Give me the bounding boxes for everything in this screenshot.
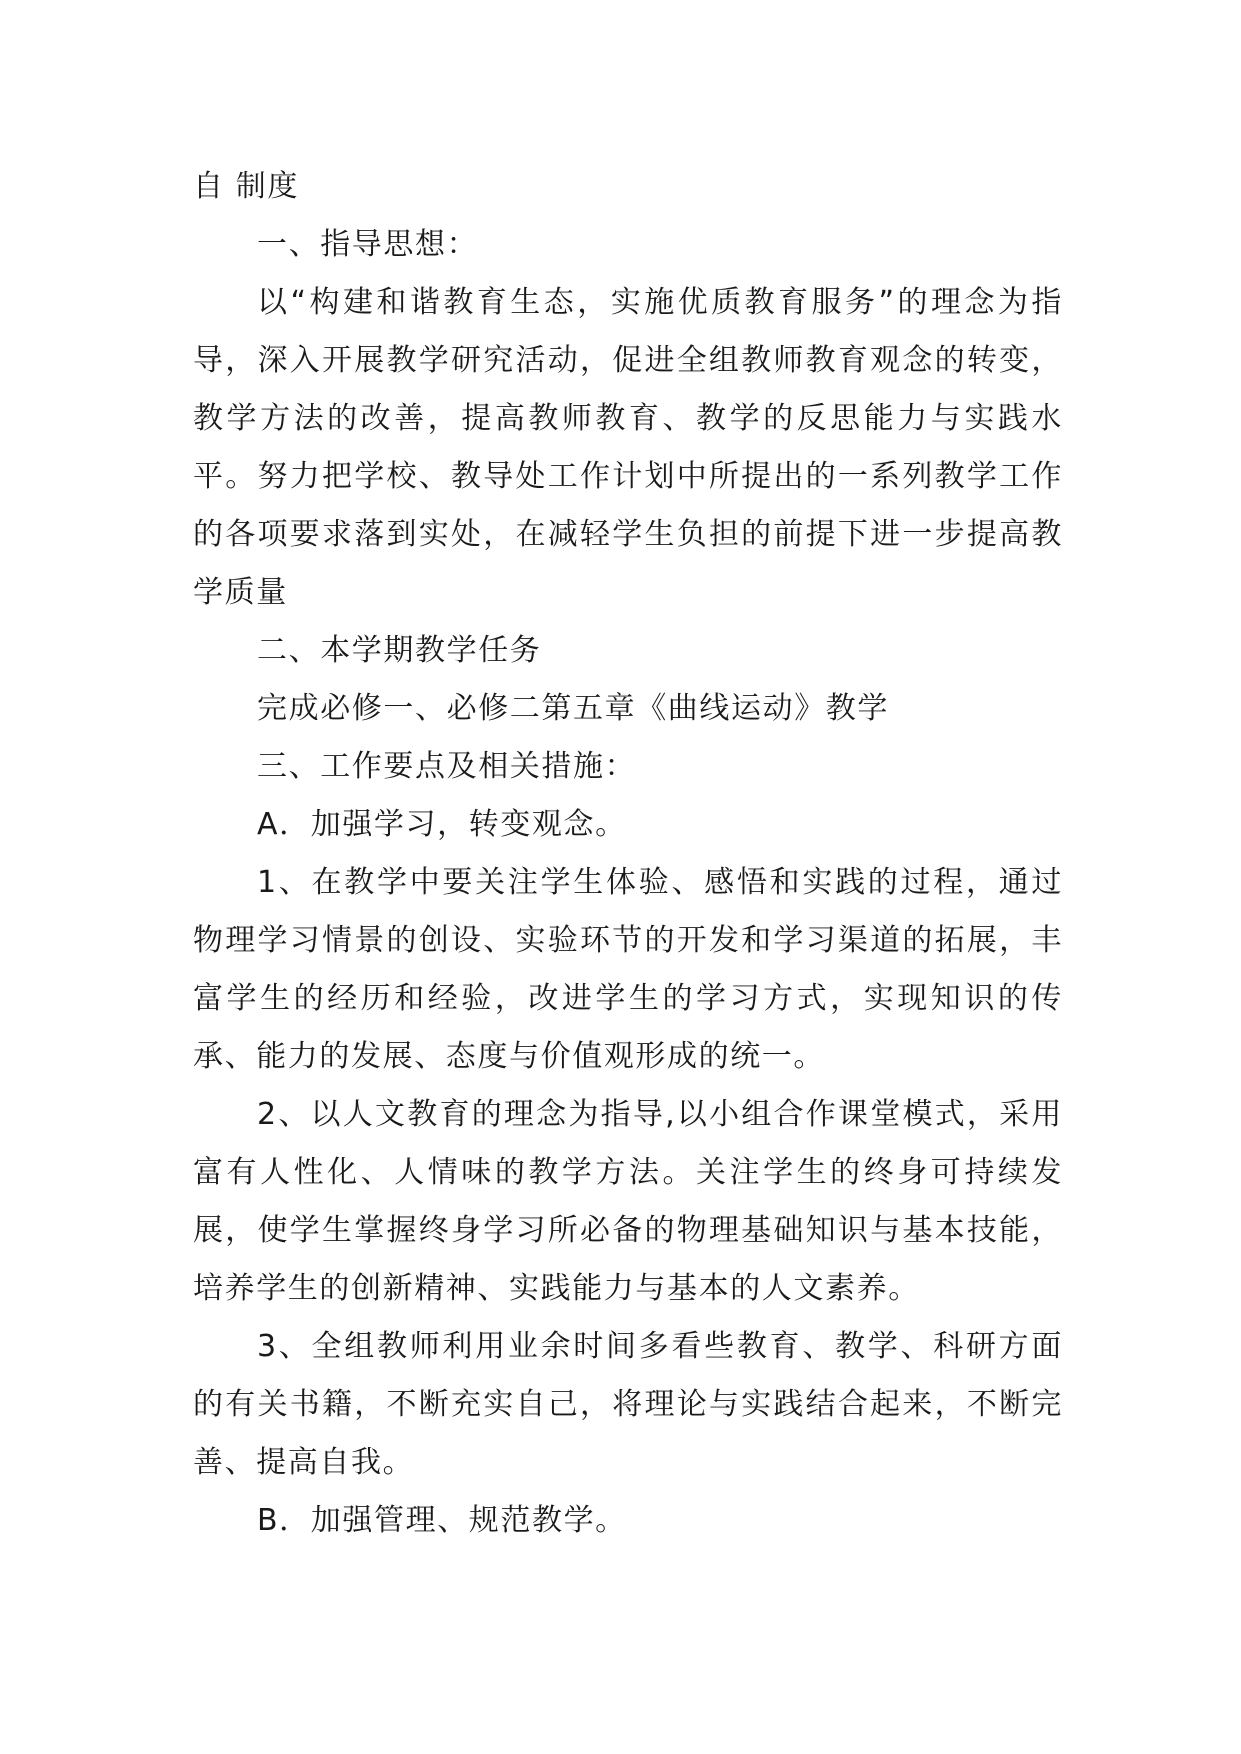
section-heading-key-points: 三、工作要点及相关措施： bbox=[257, 749, 637, 784]
paragraph-teaching-task: 完成必修一、必修二第五章《曲线运动》教学 bbox=[257, 691, 889, 726]
paragraph-item-3: 3、全组教师利用业余时间多看些教育、教学、科研方面的有关书籍，不断充实自己，将理论与实践结合起来，不断完善、提高自我。 bbox=[193, 1329, 1063, 1480]
paragraph-item-1: 1、在教学中要关注学生体验、感悟和实践的过程，通过物理学习情景的创设、实验环节的开发和学习渠道的拓展，丰富学生的经历和经验，改进学生的学习方式，实现知识的传承、能力的发展、态度与价值观形成的统一。 bbox=[193, 865, 1063, 1074]
subsection-heading-b: B．加强管理、规范教学。 bbox=[257, 1503, 627, 1538]
document-body bbox=[193, 158, 1063, 1550]
paragraph-item-2: 2、以人文教育的理念为指导,以小组合作课堂模式，采用富有人性化、人情味的教学方法。关注学生的终身可持续发展，使学生掌握终身学习所必备的物理基础知识与基本技能，培养学生的创新精神、实践能力与基本的人文素养。 bbox=[193, 1097, 1063, 1306]
section-heading-guiding-thought: 一、指导思想： bbox=[257, 227, 479, 262]
subsection-heading-a: A．加强学习，转变观念。 bbox=[257, 807, 627, 842]
paragraph-guiding-thought: 以“构建和谐教育生态，实施优质教育服务”的理念为指导，深入开展教学研究活动，促进全组教师教育观念的转变，教学方法的改善，提高教师教育、教学的反思能力与实践水平。努力把学校、教导处工作计划中所提出的一系列教学工作的各项要求落到实处，在减轻学生负担的前提下进一步提高教学质量 bbox=[193, 285, 1063, 610]
section-heading-teaching-task: 二、本学期教学任务 bbox=[257, 633, 542, 668]
document-heading: 自 制度 bbox=[193, 169, 299, 204]
